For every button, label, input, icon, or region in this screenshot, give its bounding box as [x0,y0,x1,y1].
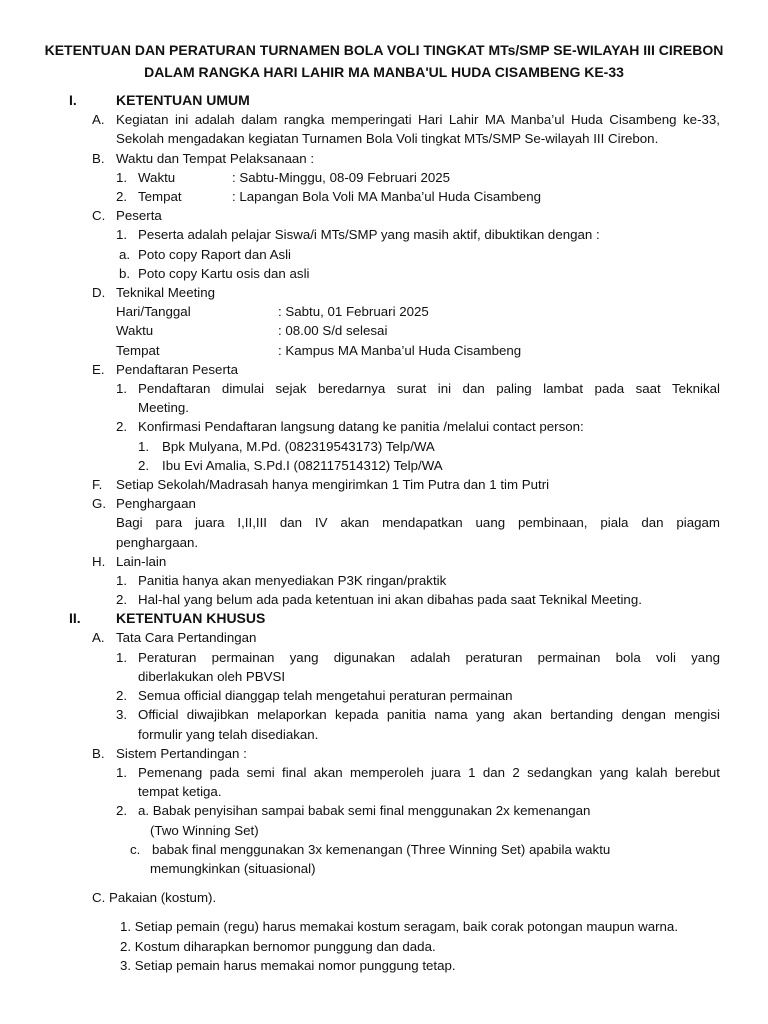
s1-g-letter: G. [92,496,107,511]
s1-b-item1-label: Waktu [138,170,176,185]
s1-b-heading: Waktu dan Tempat Pelaksanaan : [116,151,315,166]
s1-b-item2-label: Tempat [138,189,182,204]
s1-d-row2-value: : 08.00 S/d selesai [278,323,388,338]
s1-d-row3-label: Tempat [116,343,160,358]
s2-b-item2-num: 2. [116,803,128,818]
s2-a-item3-num: 3. [116,707,128,722]
s1-h-heading: Lain-lain [116,554,167,569]
section1-heading: KETENTUAN UMUM [116,92,250,108]
s1-d-row2-label: Waktu [116,323,154,338]
s1-c-item1-text: Peserta adalah pelajar Siswa/i MTs/SMP yang masih aktif, dibuktikan dengan : [138,227,600,242]
s2-c-heading: C. Pakaian (kostum). [92,890,217,905]
document-title-line2: DALAM RANGKA HARI LAHIR MA MANBA'UL HUDA CISAMBENG KE-33 [144,64,624,80]
s2-b-item2-line1: a. Babak penyisihan sampai babak semi final menggunakan 2x kemenangan [138,803,591,818]
s2-b-item1-line2: tempat ketiga. [138,784,222,799]
s1-e-heading: Pendaftaran Peserta [116,362,238,377]
s2-b-item1-num: 1. [116,765,128,780]
s1-f-letter: F. [92,477,103,492]
s1-c-letter: C. [92,208,106,223]
s2-a-item1-line1: Peraturan permainan yang digunakan adalah peraturan permainan bola voli yang [138,650,720,665]
s1-b-letter: B. [92,151,105,166]
s2-a-item1-num: 1. [116,650,128,665]
s1-b-item2-num: 2. [116,189,128,204]
s1-a-line2: Sekolah mengadakan kegiatan Turnamen Bola Voli tingkat MTs/SMP Se-wilayah III Cirebon. [116,131,659,146]
s1-d-heading: Teknikal Meeting [116,285,216,300]
s2-a-item3-line2: formulir yang telah disediakan. [138,727,319,742]
s2-c-item3: 3. Setiap pemain harus memakai nomor punggung tetap. [120,958,456,973]
s2-a-letter: A. [92,630,105,645]
s2-b-item1-line1: Pemenang pada semi final akan memperoleh juara 1 dan 2 sedangkan yang kalah berebut [138,765,720,780]
s2-b-heading: Sistem Pertandingan : [116,746,247,761]
s1-a-line1: Kegiatan ini adalah dalam rangka memperingati Hari Lahir MA Manba’ul Huda Cisambeng ke-33, [116,112,720,127]
section2-number: II. [69,610,81,626]
document-title-line1: KETENTUAN DAN PERATURAN TURNAMEN BOLA VOLI TINGKAT MTs/SMP SE-WILAYAH III CIREBON [44,42,724,58]
s1-e-contact1-num: 1. [138,439,150,454]
s1-e-item2-text: Konfirmasi Pendaftaran langsung datang ke panitia /melalui contact person: [138,419,584,434]
s2-a-heading: Tata Cara Pertandingan [116,630,257,645]
s1-e-item1-num: 1. [116,381,128,396]
s2-b-sub-c-line2: memungkinkan (situasional) [150,861,316,876]
s1-c-item1-num: 1. [116,227,128,242]
s1-h-item2-text: Hal-hal yang belum ada pada ketentuan ini akan dibahas pada saat Teknikal Meeting. [138,592,642,607]
s1-e-letter: E. [92,362,105,377]
s1-d-row1-value: : Sabtu, 01 Februari 2025 [278,304,429,319]
s1-h-item1-text: Panitia hanya akan menyediakan P3K ringan/praktik [138,573,447,588]
s1-h-letter: H. [92,554,106,569]
s1-c-sub-b-letter: b. [119,266,131,281]
s1-c-sub-a-text: Poto copy Raport dan Asli [138,247,292,262]
s1-b-item2-value: : Lapangan Bola Voli MA Manba’ul Huda Cisambeng [232,189,541,204]
s1-g-line2: penghargaan. [116,535,199,550]
s1-e-item1-line1: Pendaftaran dimulai sejak beredarnya surat ini dan paling lambat pada saat Teknikal [138,381,720,396]
s2-b-letter: B. [92,746,105,761]
s1-e-item2-num: 2. [116,419,128,434]
s1-a-letter: A. [92,112,105,127]
s1-d-letter: D. [92,285,106,300]
s1-e-contact2-num: 2. [138,458,150,473]
s2-b-sub-c-letter: c. [130,842,141,857]
s2-a-item2-num: 2. [116,688,128,703]
s1-c-sub-a-letter: a. [119,247,131,262]
s1-e-contact1-text: Bpk Mulyana, M.Pd. (082319543173) Telp/WA [162,439,435,454]
s2-c-item2: 2. Kostum diharapkan bernomor punggung dan dada. [120,939,436,954]
s1-b-item1-value: : Sabtu-Minggu, 08-09 Februari 2025 [232,170,451,185]
s2-b-item2-line2: (Two Winning Set) [150,823,259,838]
s1-e-item1-line2: Meeting. [138,400,189,415]
section2-heading: KETENTUAN KHUSUS [116,610,266,626]
s2-c-item1: 1. Setiap pemain (regu) harus memakai kostum seragam, baik corak potongan maupun warna. [120,919,679,934]
section1-number: I. [69,92,77,108]
s1-g-heading: Penghargaan [116,496,196,511]
s2-a-item2-text: Semua official dianggap telah mengetahui peraturan permainan [138,688,513,703]
s1-g-line1: Bagi para juara I,II,III dan IV akan mendapatkan uang pembinaan, piala dan piagam [116,515,720,530]
s2-a-item3-line1: Official diwajibkan melaporkan kepada panitia nama yang akan bertanding dengan mengisi [138,707,720,722]
s1-c-sub-b-text: Poto copy Kartu osis dan asli [138,266,310,281]
s1-c-heading: Peserta [116,208,162,223]
s1-h-item2-num: 2. [116,592,128,607]
s1-b-item1-num: 1. [116,170,128,185]
s2-b-sub-c-line1: babak final menggunakan 3x kemenangan (Three Winning Set) apabila waktu [152,842,611,857]
s1-d-row1-label: Hari/Tanggal [116,304,191,319]
s2-a-item1-line2: diberlakukan oleh PBVSI [138,669,286,684]
s1-h-item1-num: 1. [116,573,128,588]
s1-f-text: Setiap Sekolah/Madrasah hanya mengirimkan 1 Tim Putra dan 1 tim Putri [116,477,550,492]
s1-e-contact2-text: Ibu Evi Amalia, S.Pd.I (082117514312) Telp/WA [162,458,443,473]
s1-d-row3-value: : Kampus MA Manba’ul Huda Cisambeng [278,343,522,358]
